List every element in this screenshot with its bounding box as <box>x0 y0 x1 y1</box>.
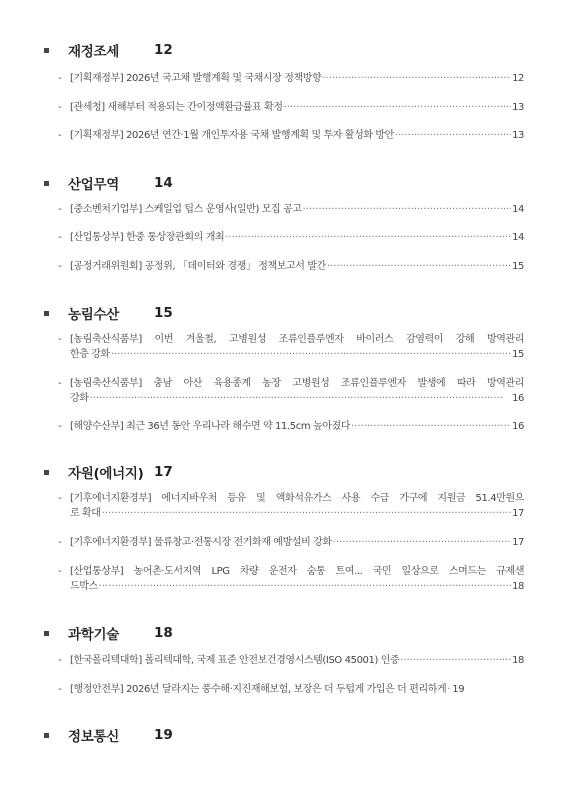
dash-marker: - <box>58 566 62 577</box>
entry-title-continued: 한층 강화 <box>70 349 110 360</box>
dash-marker: - <box>58 493 62 504</box>
section-title: 정보통신 <box>68 729 119 745</box>
dash-marker: - <box>58 684 62 695</box>
entry-page: 14 <box>512 232 524 243</box>
entry-page: 13 <box>512 130 524 141</box>
entry-title: [중소벤처기업부] 스케일업 팁스 운영사(일반) 모집 공고 <box>70 204 302 215</box>
entry-page: 18 <box>512 581 524 592</box>
entry-title: [농림축산식품부] 이번 겨울철, 고병원성 조류인플루엔자 바이러스 감염력이 강해 방역관리 <box>70 334 524 345</box>
square-bullet-icon <box>44 311 49 316</box>
leader-dots <box>395 128 511 144</box>
leader-dots <box>102 506 512 522</box>
section-page-number: 14 <box>154 175 173 191</box>
leader-dots <box>111 347 511 363</box>
leader-dots <box>303 202 511 218</box>
section-heading <box>44 40 173 60</box>
entry-page: 17 <box>512 537 524 548</box>
dash-marker: - <box>58 204 62 215</box>
dash-marker: - <box>58 537 62 548</box>
section-page-number: 18 <box>154 625 173 641</box>
entry-page: 19 <box>452 684 465 695</box>
entry-page: 15 <box>512 261 524 272</box>
entry-title-continued: 드박스 <box>70 581 98 592</box>
dash-marker: - <box>58 130 62 141</box>
section-page-number: 19 <box>154 727 173 743</box>
section-page-number: 17 <box>154 464 173 480</box>
section-heading <box>44 623 173 643</box>
square-bullet-icon <box>44 181 49 186</box>
dash-marker: - <box>58 232 62 243</box>
entry-title: [기후에너지환경부] 물류창고·전통시장 전기화재 예방설비 강화 <box>70 537 332 548</box>
dash-marker: - <box>58 73 62 84</box>
leader-dots <box>327 259 511 275</box>
entry-page: 16 <box>512 393 524 404</box>
entry-page: 15 <box>512 349 524 360</box>
square-bullet-icon <box>44 631 49 636</box>
entry-page: 12 <box>512 73 524 84</box>
leader-dots <box>333 535 511 551</box>
dash-marker: - <box>58 655 62 666</box>
entry-page: 16 <box>512 421 524 432</box>
section-title: 재정조세 <box>68 44 119 60</box>
entry-title: [행정안전부] 2026년 달라지는 풍수해·지진재해보험, 보장은 더 두텁게 가입은 더 편리하게 <box>70 684 447 695</box>
square-bullet-icon <box>44 733 49 738</box>
dash-marker: - <box>58 261 62 272</box>
entry-page: 18 <box>512 655 524 666</box>
section-title: 산업무역 <box>68 177 119 193</box>
entry-title-continued: 강화 <box>70 393 89 404</box>
leader-dots <box>322 71 511 87</box>
entry-title: [농림축산식품부] 충남 아산 육용종계 농장 고병원성 조류인플루엔자 발생에 따라 방역관리 <box>70 378 524 389</box>
dash-marker: - <box>58 421 62 432</box>
section-title: 농림수산 <box>68 307 119 323</box>
entry-title-continued: 로 확대 <box>70 508 101 519</box>
section-heading <box>44 462 173 482</box>
entry-title: [한국폴리텍대학] 폴리텍대학, 국제 표준 안전보건경영시스템(ISO 45001) 인증 <box>70 655 400 666</box>
section-page-number: 15 <box>154 305 173 321</box>
entry-page: 17 <box>512 508 524 519</box>
entry-title: [산업통상부] 한중 통상장관회의 개최 <box>70 232 225 243</box>
entry-title: [기획재정부] 2026년 연간·1월 개인투자용 국채 발행계획 및 투자 활성화 방안 <box>70 130 394 141</box>
entry-page: 13 <box>512 102 524 113</box>
leader-dots <box>99 579 511 595</box>
section-heading <box>44 725 173 745</box>
dash-marker: - <box>58 102 62 113</box>
section-heading <box>44 173 173 193</box>
square-bullet-icon <box>44 470 49 475</box>
entry-title: [관세청] 새해부터 적용되는 간이정액환급률표 확정 <box>70 102 283 113</box>
entry-title: [기획재정부] 2026년 국고채 발행계획 및 국채시장 정책방향 <box>70 73 322 84</box>
entry-title: [산업통상부] 농어촌·도서지역 LPG 차량 운전자 숨통 트여... 국민 일상으로 스며드는 규제샌 <box>70 566 524 577</box>
entry-title: [해양수산부] 최근 36년 동안 우리나라 해수면 약 11.5cm 높아졌다 <box>70 421 350 432</box>
leader-dots <box>351 419 511 435</box>
section-heading <box>44 303 173 323</box>
leader-dots <box>225 230 511 246</box>
section-title: 자원(에너지) <box>68 466 144 482</box>
section-title: 과학기술 <box>68 627 119 643</box>
square-bullet-icon <box>44 48 49 53</box>
section-page-number: 12 <box>154 42 173 58</box>
dash-marker: - <box>58 378 62 389</box>
entry-title: [공정거래위원회] 공정위, 「데이터와 경쟁」 정책보고서 발간 <box>70 261 326 272</box>
leader-dots <box>90 391 512 407</box>
dash-marker: - <box>58 334 62 345</box>
leader-dots <box>400 653 511 669</box>
entry-page: 14 <box>512 204 524 215</box>
entry-title: [기후에너지환경부] 에너지바우처 등유 및 액화석유가스 사용 수급 가구에 지원금 51.4만원으 <box>70 493 524 504</box>
leader-dots <box>284 100 511 116</box>
leader-dots <box>447 682 451 698</box>
